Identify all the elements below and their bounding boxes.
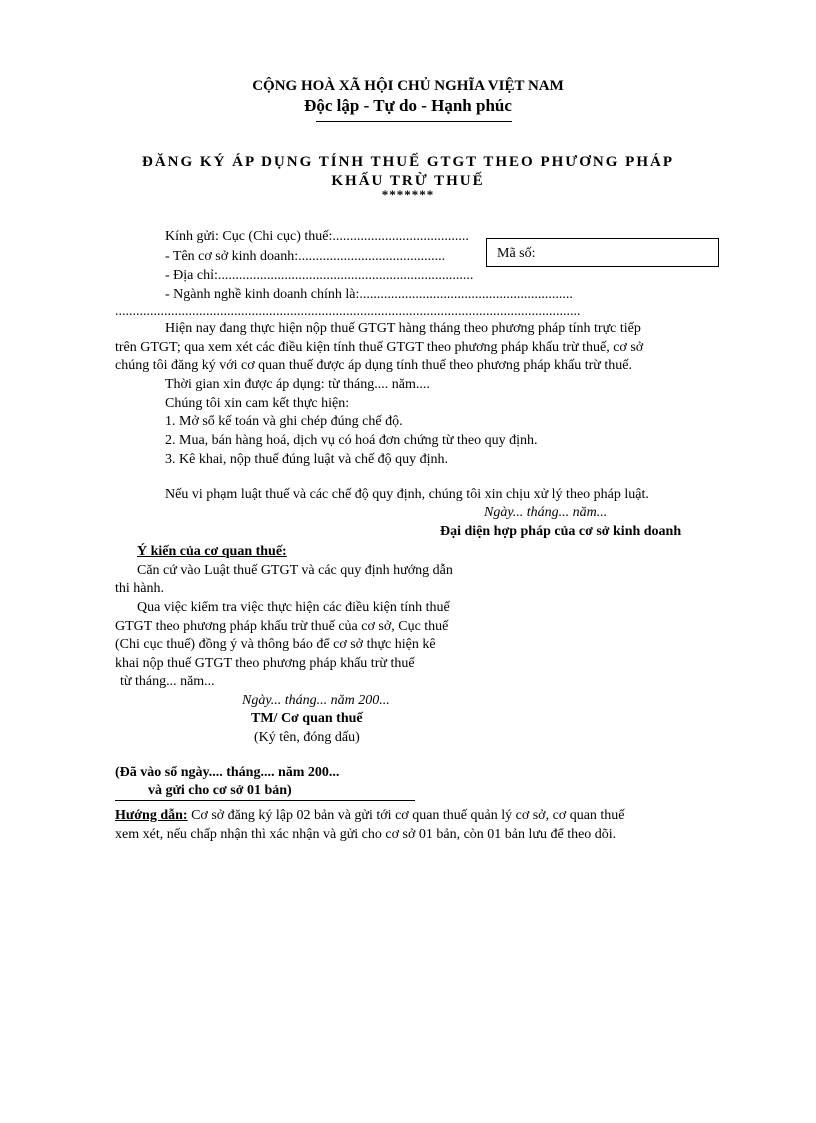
opinion-line: thi hành.	[115, 581, 164, 596]
tax-code-box	[486, 238, 719, 267]
guide-line2: xem xét, nếu chấp nhận thì xác nhận và gửi cho cơ sở 01 bản, còn 01 bản lưu để theo dõi.	[115, 827, 617, 842]
applicant-date: Ngày... tháng... năm...	[484, 505, 608, 520]
form-title-line1: ĐĂNG KÝ ÁP DỤNG TÍNH THUẾ GTGT THEO PHƯƠNG PHÁP	[142, 154, 674, 170]
tax-code-label: Mã số:	[497, 246, 536, 261]
opinion-line: (Chi cục thuế) đồng ý và thông báo để cơ sở thực hiện kê	[115, 637, 436, 652]
opinion-date: Ngày... tháng... năm 200...	[242, 693, 390, 708]
country-name: CỘNG HOÀ XÃ HỘI CHỦ NGHĨA VIỆT NAM	[252, 78, 564, 94]
commit-item: 3. Kê khai, nộp thuế đúng luật và chế độ quy định.	[165, 452, 449, 467]
apply-time: Thời gian xin được áp dụng: từ tháng.... năm....	[165, 377, 430, 392]
violation-statement: Nếu vi phạm luật thuế và các chế độ quy định, chúng tôi xin chịu xử lý theo pháp luật.	[165, 487, 649, 502]
para1-line3: chúng tôi đăng ký với cơ quan thuế được áp dụng tính thuế theo phương pháp khấu trừ thuế.	[115, 358, 633, 373]
address-field: - Địa chỉ:.........................................................................	[165, 268, 474, 283]
business-name-field: - Tên cơ sở kinh doanh:..........................................	[165, 249, 446, 264]
guide-line1	[115, 807, 625, 824]
para1-line1: Hiện nay đang thực hiện nộp thuế GTGT hàng tháng theo phương pháp tính trực tiếp	[165, 321, 641, 336]
representative-label: Đại diện hợp pháp của cơ sở kinh doanh	[440, 524, 682, 539]
opinion-sign-note: (Ký tên, đóng dấu)	[254, 730, 360, 745]
record-divider	[115, 800, 415, 801]
opinion-line: khai nộp thuế GTGT theo phương pháp khấu trừ thuế	[115, 656, 415, 671]
form-title-line2: KHẤU TRỪ THUẾ	[331, 173, 485, 189]
opinion-signer: TM/ Cơ quan thuế	[251, 711, 363, 726]
separator-dots: .....................................................................................................................................	[115, 304, 581, 319]
motto-underline	[316, 121, 512, 122]
record-line2: và gửi cho cơ sở 01 bản)	[148, 783, 292, 798]
opinion-line: GTGT theo phương pháp khấu trừ thuế của cơ sở, Cục thuế	[115, 619, 449, 634]
main-business-field: - Ngành nghề kinh doanh chính là:.............................................................	[165, 287, 573, 302]
commit-item: 1. Mở sổ kế toán và ghi chép đúng chế độ.	[165, 414, 403, 429]
para1-line2: trên GTGT; qua xem xét các điều kiện tính thuế GTGT theo phương pháp khấu trừ thuế, cơ sở	[115, 340, 644, 355]
record-line1: (Đã vào sổ ngày.... tháng.... năm 200...	[115, 765, 340, 780]
guide-label: Hướng dẫn:	[115, 808, 188, 823]
guide-text: Cơ sở đăng ký lập 02 bản và gửi tới cơ quan thuế quản lý cơ sở, cơ quan thuế	[187, 808, 625, 823]
recipient-field: Kính gửi: Cục (Chi cục) thuế:.......................................	[165, 229, 469, 244]
opinion-line: Qua việc kiểm tra việc thực hiện các điều kiện tính thuế	[137, 600, 450, 615]
opinion-heading: Ý kiến của cơ quan thuế:	[137, 544, 287, 559]
opinion-line: từ tháng... năm...	[120, 674, 215, 689]
commit-item: 2. Mua, bán hàng hoá, dịch vụ có hoá đơn chứng từ theo quy định.	[165, 433, 538, 448]
title-stars: *******	[381, 187, 435, 202]
opinion-line: Căn cứ vào Luật thuế GTGT và các quy định hướng dẫn	[137, 563, 453, 578]
motto: Độc lập - Tự do - Hạnh phúc	[304, 96, 512, 115]
commit-intro: Chúng tôi xin cam kết thực hiện:	[165, 396, 350, 411]
